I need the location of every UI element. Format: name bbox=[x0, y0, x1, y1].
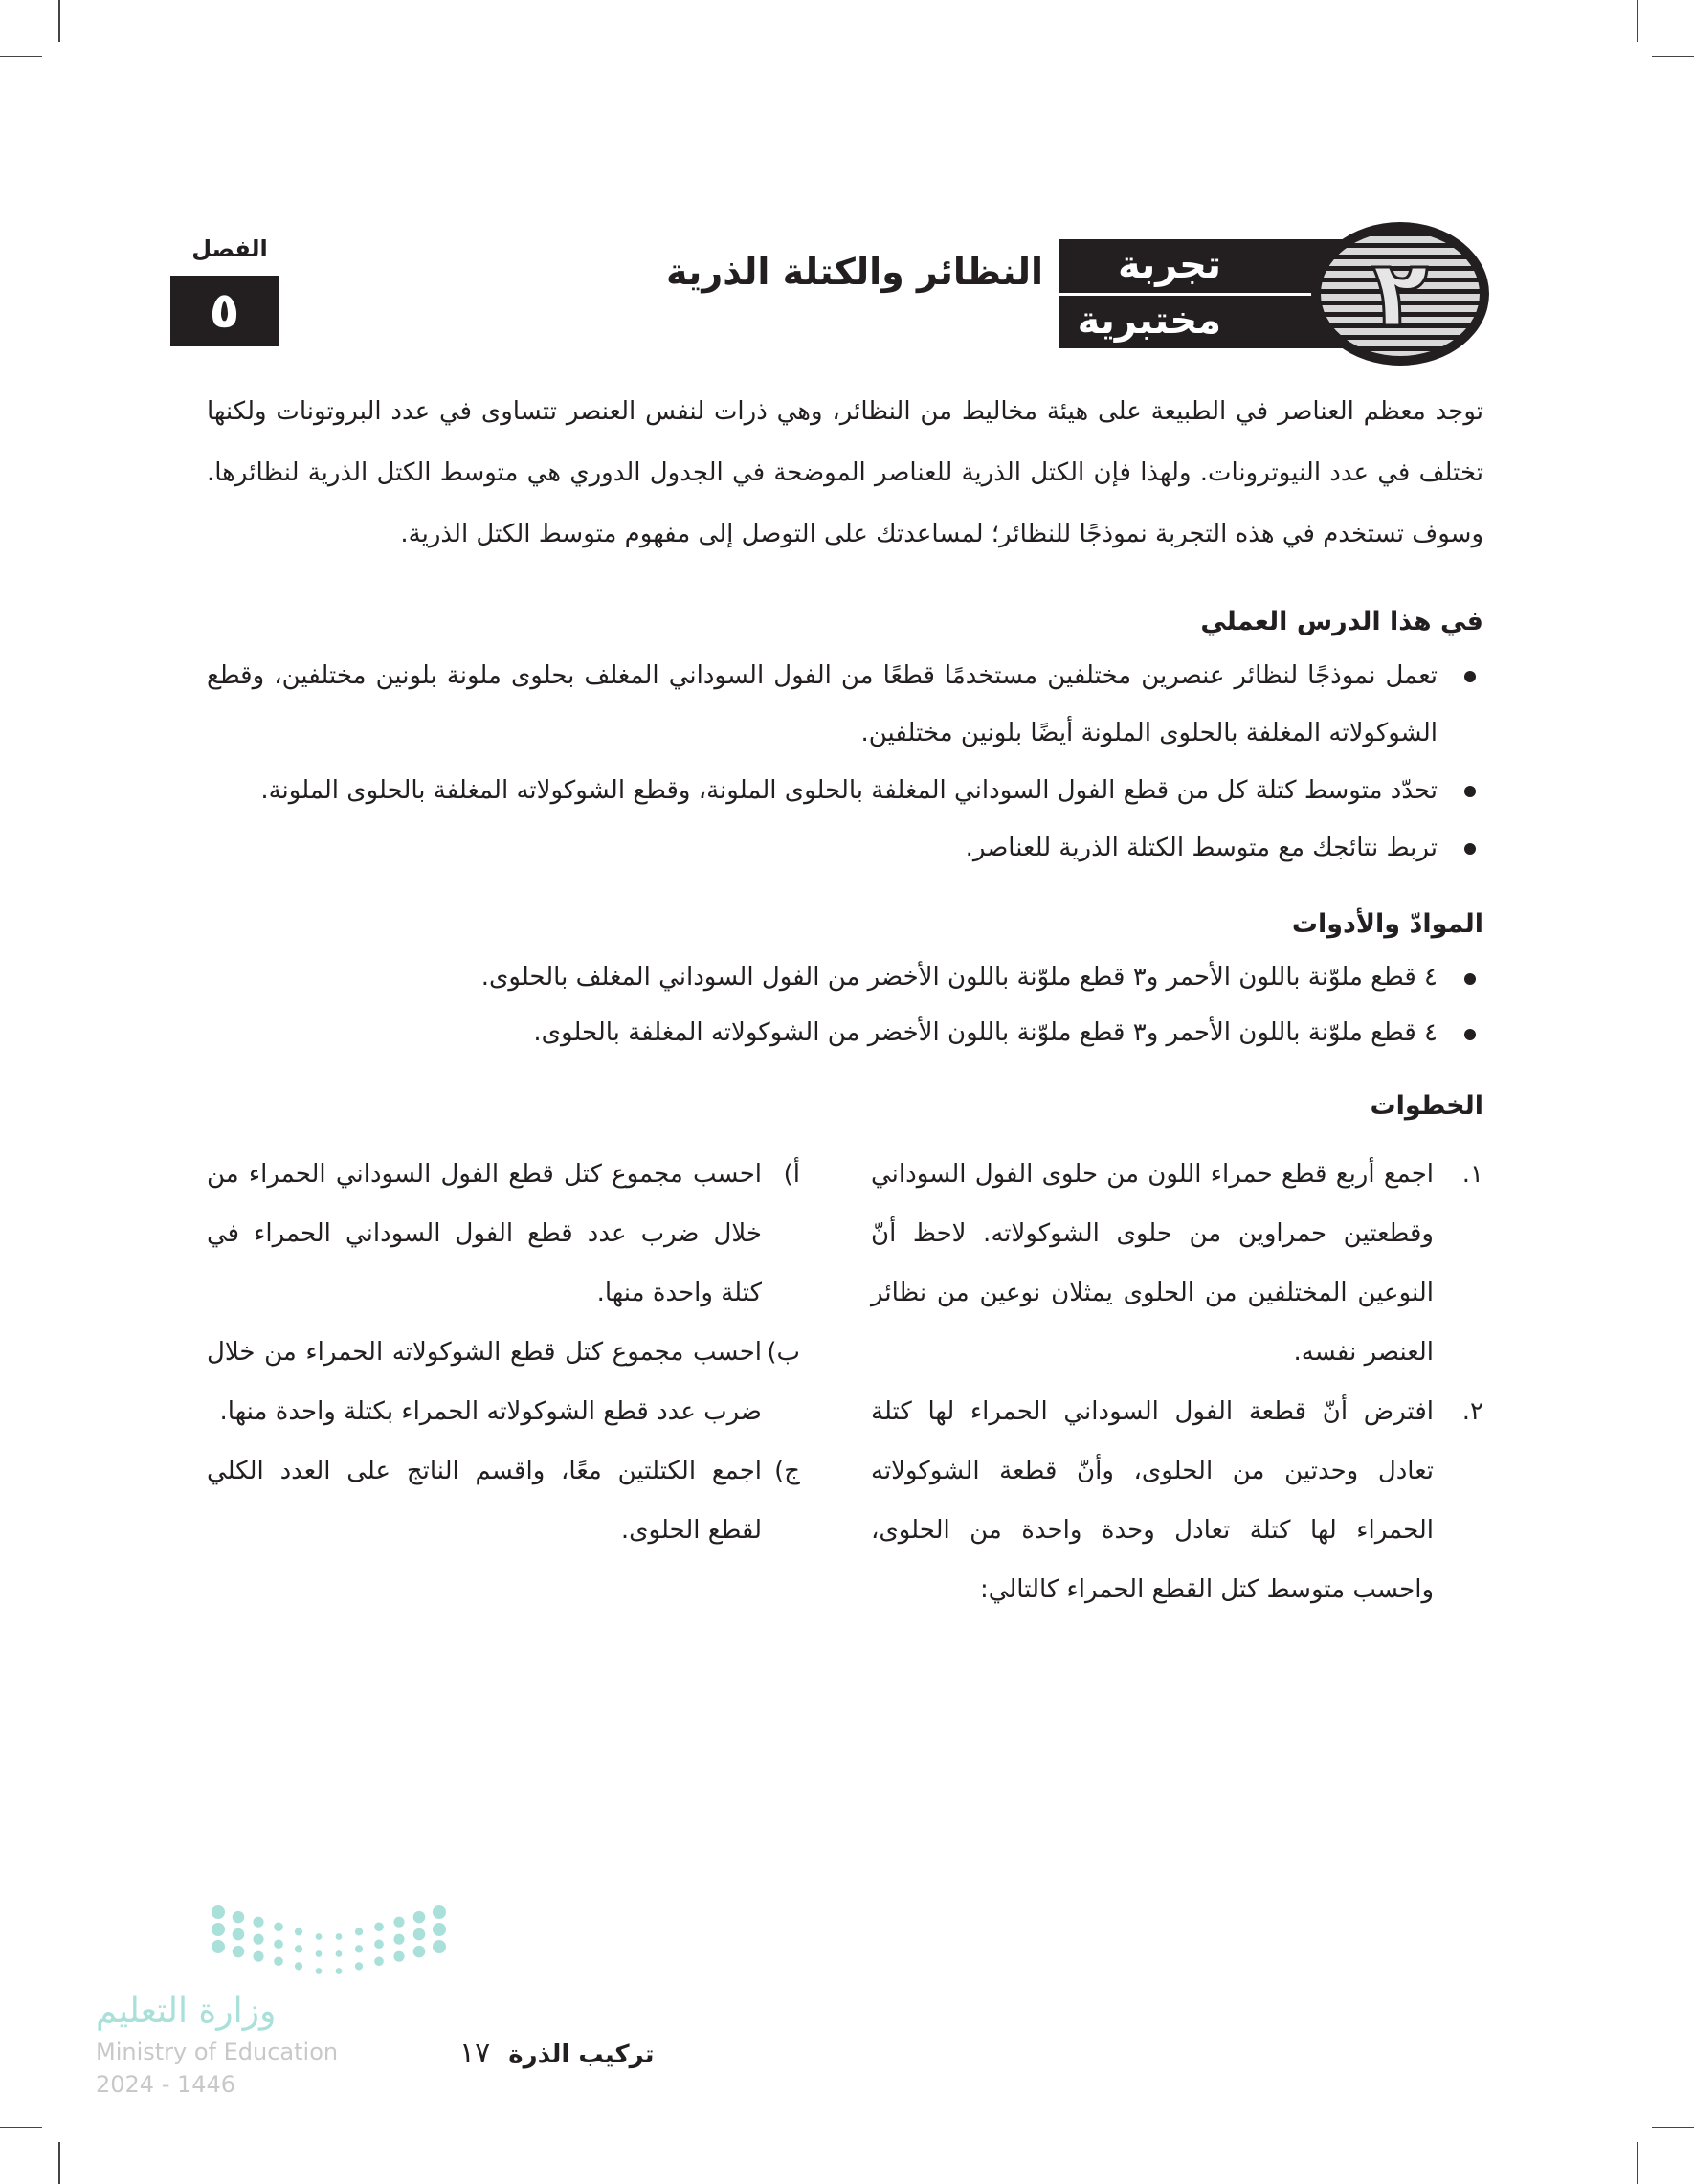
logo-dot bbox=[374, 1939, 384, 1949]
logo-dot bbox=[274, 1922, 283, 1931]
list-item: تربط نتائجك مع متوسط الكتلة الذرية للعناصر. bbox=[207, 819, 1483, 877]
logo-dot bbox=[374, 1922, 384, 1931]
crop-mark bbox=[0, 2127, 42, 2128]
logo-dot bbox=[336, 1950, 343, 1957]
logo-dot bbox=[316, 1933, 323, 1940]
unit-title: تركيب الذرة bbox=[508, 2040, 655, 2069]
chapter-label: الفصل bbox=[191, 235, 268, 262]
crop-mark bbox=[0, 56, 42, 57]
step-text: افترض أنّ قطعة الفول السوداني الحمراء لها كتلة تعادل وحدتين من الحلوى، وأنّ قطعة الشوكولاته الحمراء لها كتلة تعادل وحدة واحدة من الحلوى، واحسب متوسط كتل القطع الحمراء كالتالي: bbox=[871, 1397, 1434, 1604]
logo-dot bbox=[295, 1962, 302, 1970]
logo-dot bbox=[233, 1928, 245, 1941]
list-item: تعمل نموذجًا لنظائر عنصرين مختلفين مستخدمًا قطعًا من الفول السوداني المغلف بحلوى ملونة بلونين مختلفين، وقطع الشوكولاته المغلفة بالحلوى الملونة أيضًا بلونين مختلفين. bbox=[207, 647, 1483, 762]
steps-columns bbox=[207, 1145, 1483, 1619]
sub-step-label: ج) bbox=[774, 1457, 800, 1485]
logo-dot bbox=[274, 1939, 283, 1949]
logo-dot bbox=[433, 1923, 446, 1936]
step-2 bbox=[871, 1382, 1483, 1619]
materials-list bbox=[264, 949, 1483, 1060]
ministry-logo-dots bbox=[211, 1905, 450, 1991]
experiment-badge bbox=[1059, 235, 1346, 352]
page-title: النظائر والكتلة الذرية bbox=[666, 251, 1043, 293]
main-content bbox=[207, 381, 1483, 1619]
sub-step-b bbox=[207, 1323, 800, 1441]
crop-mark bbox=[1652, 56, 1694, 57]
crop-mark bbox=[1637, 0, 1638, 42]
step-number: ٢. bbox=[1461, 1397, 1483, 1426]
crop-mark bbox=[1652, 2127, 1694, 2128]
logo-dot bbox=[433, 1905, 446, 1919]
materials-heading: الموادّ والأدوات bbox=[1291, 909, 1483, 939]
list-item: تحدّد متوسط كتلة كل من قطع الفول السوداني المغلفة بالحلوى الملونة، وقطع الشوكولاته المغلفة بالحلوى الملونة. bbox=[207, 762, 1483, 819]
page-footer bbox=[459, 2037, 655, 2072]
logo-dot bbox=[233, 1946, 245, 1958]
logo-dot bbox=[212, 1905, 225, 1919]
ministry-logo-year: 2024 - 1446 bbox=[96, 2071, 236, 2098]
logo-dot bbox=[393, 1951, 404, 1962]
page-number: ١٧ bbox=[459, 2037, 491, 2070]
lesson-heading: في هذا الدرس العملي bbox=[1200, 607, 1483, 636]
logo-dot bbox=[413, 1946, 426, 1958]
logo-dot bbox=[336, 1968, 343, 1974]
logo-dot bbox=[212, 1923, 225, 1936]
step-text: اجمع أربع قطع حمراء اللون من حلوى الفول السوداني وقطعتين حمراوين من حلوى الشوكولاته. لاحظ أنّ النوعين المختلفين من الحلوى يمثلان نوعين من نظائر العنصر نفسه. bbox=[871, 1160, 1434, 1367]
steps-heading: الخطوات bbox=[1370, 1091, 1483, 1121]
logo-dot bbox=[316, 1950, 323, 1957]
step-number: ١. bbox=[1461, 1160, 1483, 1189]
steps-right-column bbox=[871, 1145, 1483, 1619]
logo-dot bbox=[355, 1945, 363, 1952]
list-item: ٤ قطع ملوّنة باللون الأحمر و٣ قطع ملوّنة باللون الأخضر من الفول السوداني المغلف بالحلوى. bbox=[264, 949, 1483, 1005]
experiment-number: ٢ bbox=[1371, 240, 1429, 347]
crop-mark bbox=[58, 2142, 60, 2184]
logo-dot bbox=[433, 1940, 446, 1953]
sub-step-text: احسب مجموع كتل قطع الشوكولاته الحمراء من خلال ضرب عدد قطع الشوكولاته الحمراء بكتلة واحدة منها. bbox=[207, 1338, 762, 1426]
chapter-number: ٥ bbox=[170, 276, 279, 346]
intro-paragraph: توجد معظم العناصر في الطبيعة على هيئة مخاليط من النظائر، وهي ذرات لنفس العنصر تتساوى في عدد البروتونات ولكنها تختلف في عدد النيوترونات. ولهذا فإن الكتل الذرية للعناصر الموضحة في الجدول الدوري هي متوسط الكتل الذرية لنظائرها. وسوف تستخدم في هذه التجربة نموذجًا للنظائر؛ لمساعدتك على التوصل إلى مفهوم متوسط الكتل الذرية. bbox=[207, 397, 1483, 548]
experiment-number-disc bbox=[1311, 222, 1489, 366]
logo-dot bbox=[316, 1968, 323, 1974]
logo-dot bbox=[413, 1911, 426, 1924]
sub-step-label: ب) bbox=[767, 1338, 800, 1367]
logo-dot bbox=[336, 1933, 343, 1940]
logo-dot bbox=[355, 1962, 363, 1970]
sub-step-text: احسب مجموع كتل قطع الفول السوداني الحمراء من خلال ضرب عدد قطع الفول السوداني الحمراء في كتلة واحدة منها. bbox=[207, 1160, 762, 1307]
ministry-logo-arabic: وزارة التعليم bbox=[96, 1992, 277, 2031]
ministry-logo-english: Ministry of Education bbox=[96, 2039, 339, 2065]
sub-step-a bbox=[207, 1145, 800, 1323]
logo-dot bbox=[295, 1945, 302, 1952]
logo-dot bbox=[295, 1928, 302, 1935]
crop-mark bbox=[58, 0, 60, 42]
experiment-label-line1: تجربة bbox=[1117, 243, 1221, 287]
logo-dot bbox=[253, 1934, 263, 1945]
logo-dot bbox=[212, 1940, 225, 1953]
logo-dot bbox=[253, 1951, 263, 1962]
logo-dot bbox=[393, 1917, 404, 1928]
step-1 bbox=[871, 1145, 1483, 1382]
lesson-list bbox=[207, 647, 1483, 877]
logo-dot bbox=[274, 1956, 283, 1966]
steps-left-column bbox=[207, 1145, 800, 1619]
crop-mark bbox=[1637, 2142, 1638, 2184]
logo-dot bbox=[413, 1928, 426, 1941]
experiment-label-line2: مختبرية bbox=[1077, 299, 1221, 343]
sub-step-c bbox=[207, 1441, 800, 1560]
logo-dot bbox=[374, 1956, 384, 1966]
sub-step-text: اجمع الكتلتين معًا، واقسم الناتج على العدد الكلي لقطع الحلوى. bbox=[207, 1457, 762, 1545]
logo-dot bbox=[233, 1911, 245, 1924]
logo-dot bbox=[253, 1917, 263, 1928]
logo-dot bbox=[355, 1928, 363, 1935]
sub-step-label: أ) bbox=[783, 1160, 800, 1189]
logo-dot bbox=[393, 1934, 404, 1945]
list-item: ٤ قطع ملوّنة باللون الأحمر و٣ قطع ملوّنة باللون الأخضر من الشوكولاته المغلفة بالحلوى. bbox=[264, 1005, 1483, 1060]
